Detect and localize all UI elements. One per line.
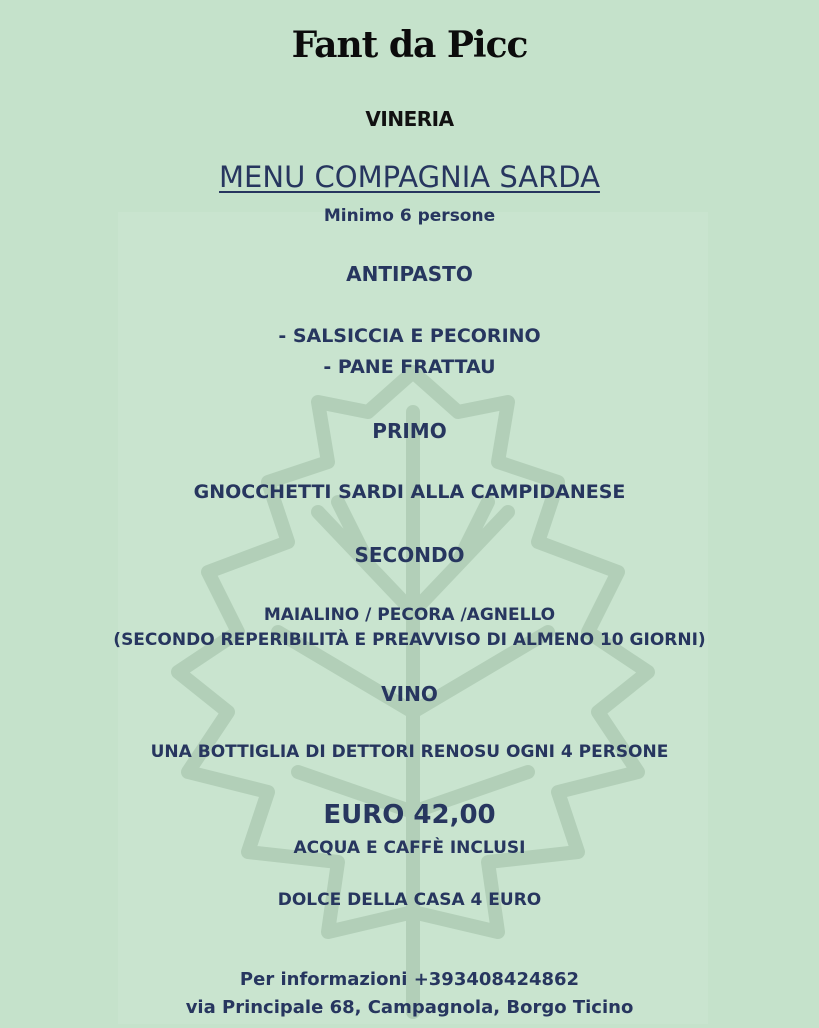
contact-phone: Per informazioni +393408424862: [239, 969, 580, 990]
menu-item-note: (SECONDO REPERIBILITÀ E PREAVVISO DI ALMENO 10 GIORNI): [113, 630, 706, 650]
menu-item: - SALSICCIA E PECORINO: [278, 325, 541, 347]
menu-title: [0, 160, 819, 194]
restaurant-name: Fant da Picc: [291, 24, 528, 66]
dessert-price: DOLCE DELLA CASA 4 EURO: [277, 890, 542, 910]
section-heading-secondo: SECONDO: [354, 543, 465, 567]
menu-item: - PANE FRATTAU: [323, 356, 496, 378]
minimum-guests: Minimo 6 persone: [323, 206, 496, 226]
menu-item: GNOCCHETTI SARDI ALLA CAMPIDANESE: [193, 481, 626, 503]
section-heading-primo: PRIMO: [372, 419, 447, 443]
price: EURO 42,00: [323, 800, 496, 830]
menu-item: MAIALINO / PECORA /AGNELLO: [263, 605, 556, 625]
included-note: ACQUA E CAFFÈ INCLUSI: [293, 838, 526, 858]
menu-title-text: MENU COMPAGNIA SARDA: [219, 160, 600, 194]
address: via Principale 68, Campagnola, Borgo Ticino: [185, 997, 634, 1018]
menu-item: UNA BOTTIGLIA DI DETTORI RENOSU OGNI 4 PERSONE: [150, 742, 669, 762]
section-heading-antipasto: ANTIPASTO: [346, 262, 473, 286]
restaurant-subtitle: VINERIA: [365, 107, 454, 131]
section-heading-vino: VINO: [381, 682, 438, 706]
